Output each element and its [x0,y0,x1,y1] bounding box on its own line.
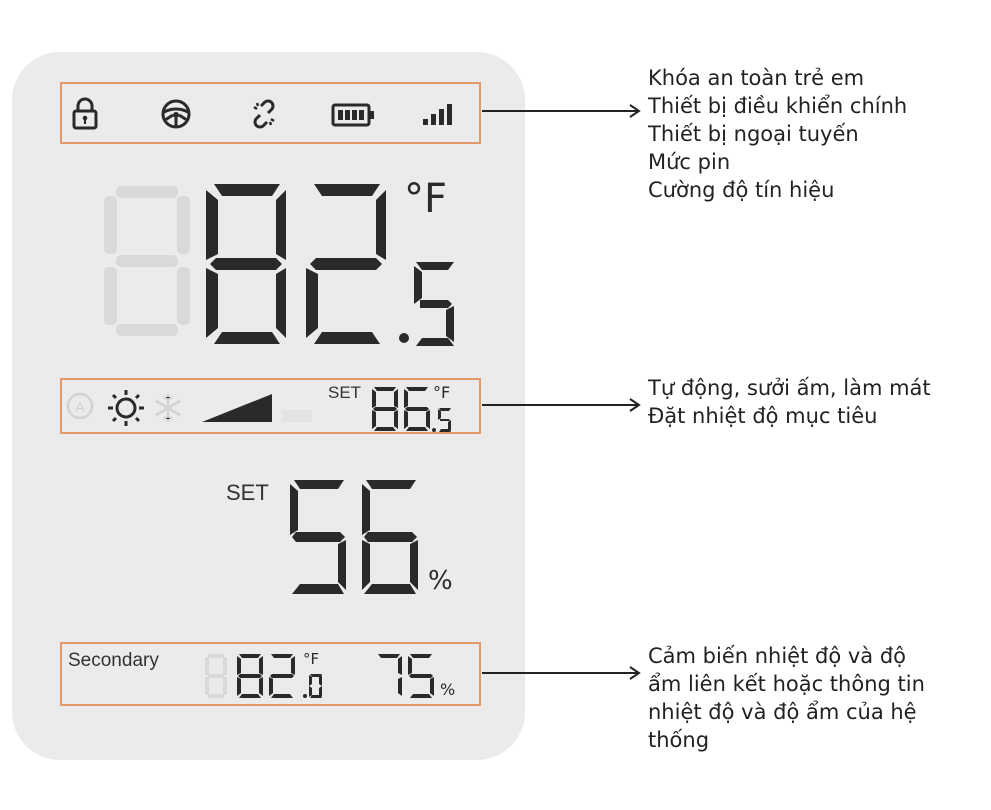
signal-strength-icon [421,102,455,126]
annotation-line: Đặt nhiệt độ mục tiêu [648,404,878,428]
secondary-temp-unit: °F [303,650,320,668]
secondary-humidity-digits [374,654,436,698]
signal-bars-icon [202,394,314,424]
ghost-digit [104,186,190,336]
temperature-decimal-digit [398,262,456,346]
lock-icon [70,96,100,130]
auto-mode-icon [66,392,94,420]
annotation-line: thống [648,728,710,752]
secondary-row-annotation [648,642,925,754]
temperature-unit: °F [404,176,448,222]
secondary-row-arrow [482,666,642,680]
humidity-set-label: SET [226,480,269,505]
secondary-temp-value [250,670,251,671]
secondary-temp-digits [205,654,301,698]
sun-icon [106,388,146,428]
humidity-unit: % [428,566,453,596]
status-row-annotation [648,64,907,204]
annotation-line: ẩm liên kết hoặc thông tin [648,672,925,696]
annotation-line: Thiết bị ngoại tuyến [648,122,859,146]
humidity-value [330,530,331,531]
secondary-temp-decimal-digit [303,674,323,698]
secondary-temp-decimal [310,680,311,681]
annotation-line: Cường độ tín hiệu [648,178,835,202]
broken-link-icon [248,98,280,130]
secondary-humidity-unit: % [440,680,456,699]
secondary-humidity-value [400,670,401,671]
status-row-arrow [482,104,642,118]
set-temp-decimal-digit [432,408,452,432]
svg-text:A: A [74,399,86,416]
set-temp-digits [370,387,432,431]
steering-wheel-icon [160,98,192,130]
annotation-line: Tự động, sưởi ấm, làm mát [648,376,931,400]
mode-row-annotation [648,374,931,430]
annotation-line: Khóa an toàn trẻ em [648,66,865,90]
annotation-line: nhiệt độ và độ ẩm của hệ [648,700,917,724]
set-temp-decimal [440,414,441,415]
set-temp-unit: °F [433,383,451,402]
battery-icon [331,103,375,127]
annotation-line: Thiết bị điều khiển chính [648,94,908,118]
snowflake-icon [152,392,184,424]
mode-row-arrow [482,398,642,412]
annotation-line: Cảm biến nhiệt độ và độ [648,644,907,668]
humidity-digits [284,480,424,594]
set-temp-label: SET [328,383,362,402]
temperature-decimal [420,300,421,301]
annotation-line: Mức pin [648,150,731,174]
temperature-digits [200,184,400,344]
set-temp-value [390,400,391,401]
secondary-label: Secondary [68,650,159,671]
